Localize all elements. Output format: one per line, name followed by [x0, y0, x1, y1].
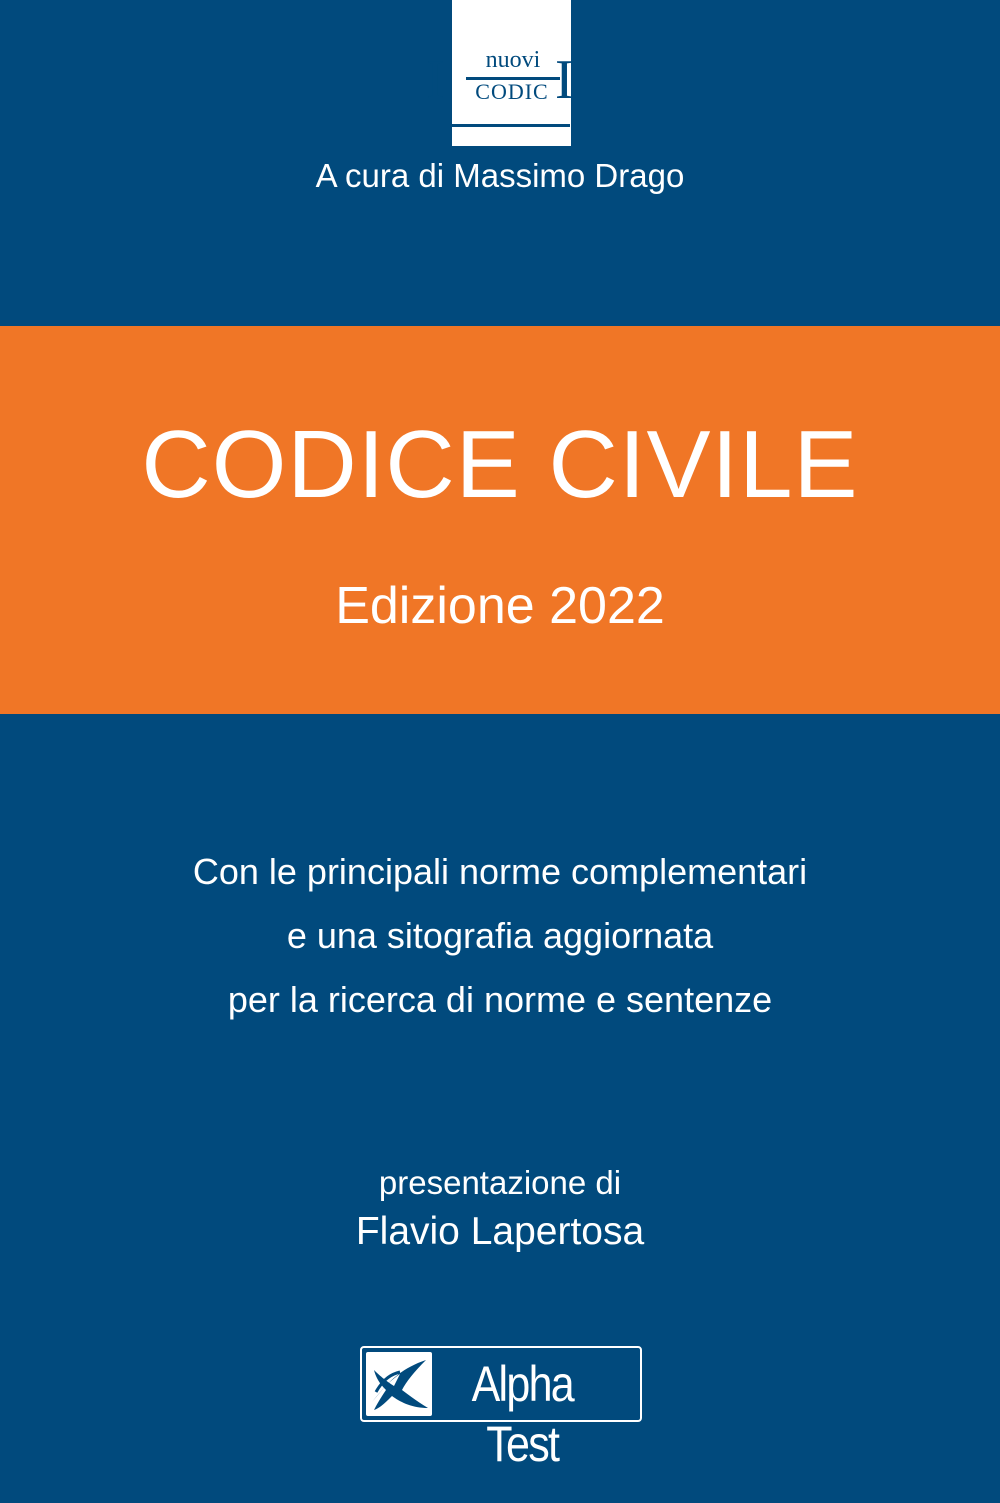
series-logo	[426, 0, 574, 146]
series-logo-left-i: I	[426, 49, 445, 111]
editor-credit: A cura di Massimo Drago	[315, 157, 685, 194]
series-logo-right-i: I	[555, 49, 574, 111]
series-logo-top-text: nuovi	[485, 47, 541, 73]
series-logo-rule-bottom	[430, 124, 570, 127]
publisher-logo	[360, 1346, 642, 1472]
title-band	[0, 326, 1000, 714]
presenter-name: Flavio Lapertosa	[355, 1210, 645, 1253]
alpha-test-fish-icon	[366, 1352, 432, 1416]
book-title: CODICE CIVILE	[141, 411, 859, 518]
presentation-label: presentazione di	[378, 1164, 622, 1201]
edition-label: Edizione 2022	[335, 577, 665, 635]
description-line: Con le principali norme complementari	[192, 851, 808, 892]
description-line: e una sitografia aggiornata	[286, 915, 714, 956]
series-logo-bottom-text: CODIC	[475, 79, 549, 104]
publisher-name: Alpha Test	[471, 1356, 573, 1472]
description	[0, 840, 1000, 1032]
description-line: per la ricerca di norme e sentenze	[227, 979, 773, 1020]
